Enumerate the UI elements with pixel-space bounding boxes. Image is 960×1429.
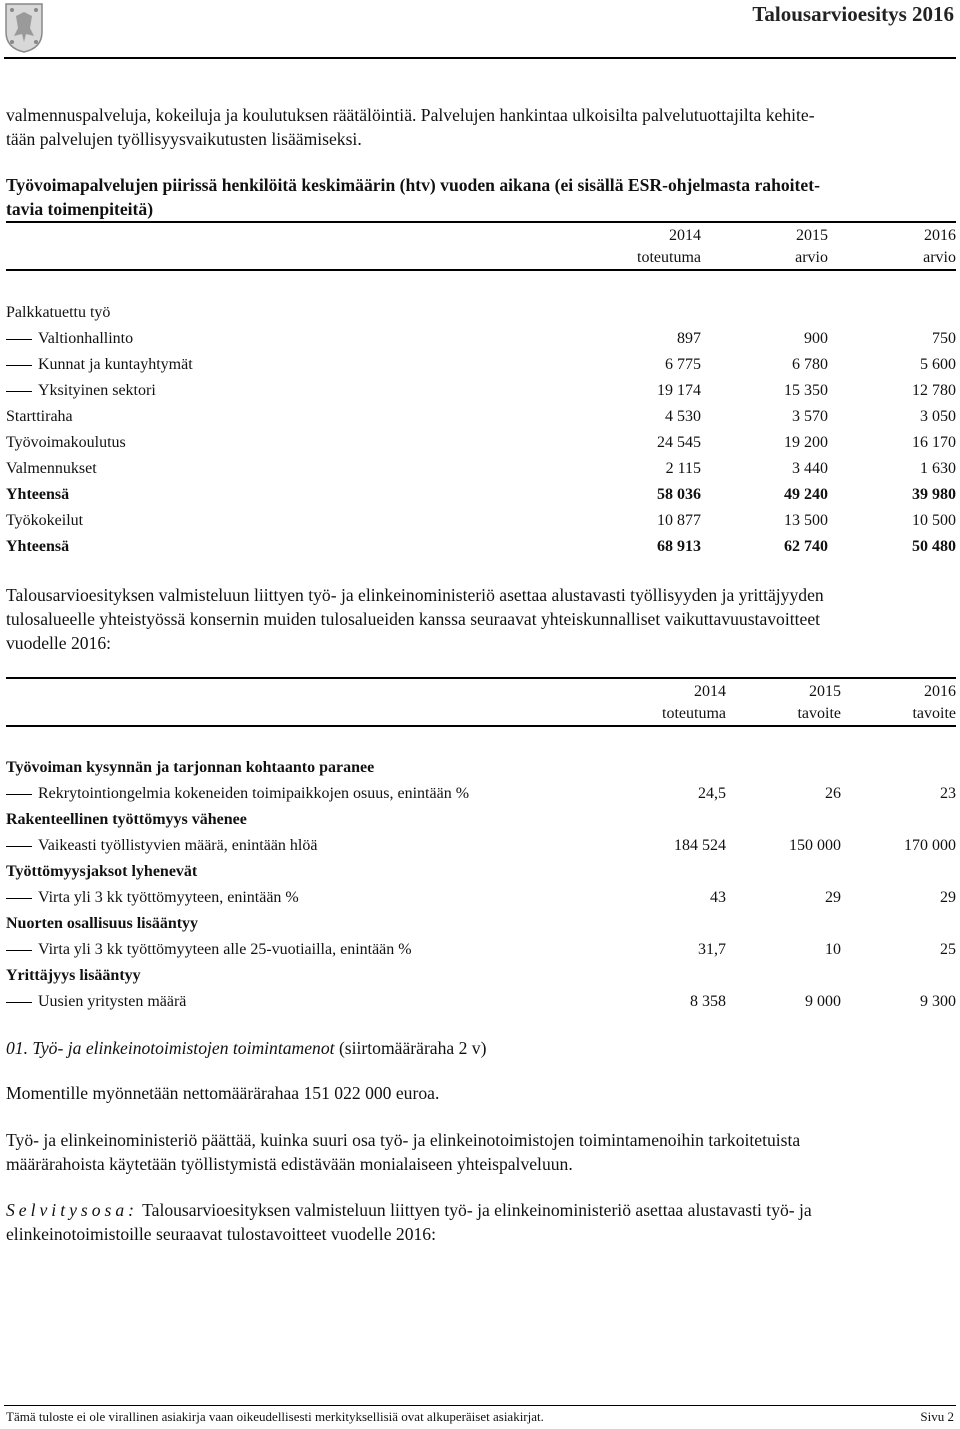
table1-column-headers: [6, 223, 956, 269]
row-label: [6, 911, 616, 937]
table2-col-2014: [662, 681, 726, 725]
table1-heading-line-1: Työvoimapalvelujen piirissä henkilöitä keskimäärin (htv) vuoden aikana (ei sisällä ESR-ohjelmasta rahoitet-: [6, 175, 820, 195]
row-label-text: Starttiraha: [6, 408, 73, 425]
row-label: [6, 807, 616, 833]
row-label-text: Yrittäjyys lisääntyy: [6, 967, 141, 984]
row-value: [841, 963, 956, 989]
row-value: 58 036: [657, 486, 701, 503]
table-row: [6, 404, 956, 430]
row-value: [841, 859, 956, 885]
table-row: [6, 430, 956, 456]
table-row: [6, 989, 956, 1015]
table-row: [6, 534, 956, 560]
row-value: 2 115: [665, 460, 701, 477]
row-value: [726, 859, 841, 885]
row-label-text: Valmennukset: [6, 460, 97, 477]
row-label: [6, 781, 616, 807]
row-label-text: Työttömyysjaksot lyhenevät: [6, 863, 198, 880]
table-row: [6, 378, 956, 404]
row-label-text: Valtionhallinto: [38, 330, 134, 347]
row-label: [6, 404, 571, 430]
row-value: 900: [804, 330, 828, 347]
table1-heading: [6, 173, 954, 221]
row-value: 62 740: [784, 538, 828, 555]
row-value: 39 980: [912, 486, 956, 503]
section-title-rest: (siirtomääräraha 2 v): [334, 1038, 487, 1058]
row-value: 3 570: [792, 408, 828, 425]
row-value: 6 780: [792, 356, 828, 373]
row-label-text: Yhteensä: [6, 486, 70, 503]
document-header-title: Talousarvioesitys 2016: [752, 2, 954, 26]
row-value: [616, 963, 726, 989]
row-value: 25: [940, 941, 956, 958]
col-label: toteutuma: [637, 249, 701, 266]
row-value: [841, 807, 956, 833]
row-value: 897: [677, 330, 701, 347]
row-label-text: Rakenteellinen työttömyys vähenee: [6, 811, 247, 828]
row-label: [6, 859, 616, 885]
table2-col-2016: [912, 681, 956, 725]
explanation-line-1-text: Talousarvioesityksen valmisteluun liittyen työ- ja elinkeinoministeriö asettaa alustavasti työ- ja: [138, 1200, 812, 1220]
col-label: toteutuma: [662, 705, 726, 722]
row-value: 26: [825, 785, 841, 802]
table-row: [6, 456, 956, 482]
row-label: [6, 300, 571, 326]
row-value: [616, 911, 726, 937]
row-value: 9 000: [805, 993, 841, 1010]
table-row: [6, 911, 956, 937]
table-row: [6, 326, 956, 352]
row-value: [616, 755, 726, 781]
col-year: 2014: [669, 227, 701, 244]
row-value: 49 240: [784, 486, 828, 503]
row-value: 10: [825, 941, 841, 958]
row-label: [6, 989, 616, 1015]
table1-col-2015: [795, 225, 828, 269]
col-label: tavoite: [912, 705, 956, 722]
dash-bullet: [6, 898, 32, 899]
col-year: 2015: [796, 227, 828, 244]
table2-header: [6, 677, 956, 727]
dash-bullet: [6, 950, 32, 951]
table-row: [6, 755, 956, 781]
row-label: [6, 833, 616, 859]
dash-bullet: [6, 339, 32, 340]
table2-body: [6, 755, 956, 1015]
row-label-text: Vaikeasti työllistyvien määrä, enintään hlöä: [38, 837, 318, 854]
row-value: [841, 755, 956, 781]
row-label-text: Nuorten osallisuus lisääntyy: [6, 915, 199, 932]
intro-line-1: valmennuspalveluja, kokeiluja ja koulutuksen räätälöintiä. Palvelujen hankintaa ulkoisilta palvelutuottajilta kehite-: [6, 105, 815, 125]
row-value: 170 000: [904, 837, 956, 854]
table1-header: [6, 221, 956, 271]
table-row: [6, 352, 956, 378]
col-year: 2016: [924, 227, 956, 244]
row-label-text: Työvoiman kysynnän ja tarjonnan kohtaanto paranee: [6, 759, 375, 776]
row-value: [841, 911, 956, 937]
dash-bullet: [6, 794, 32, 795]
row-value: 23: [940, 785, 956, 802]
row-label: [6, 352, 571, 378]
dash-bullet: [6, 391, 32, 392]
table-row: [6, 963, 956, 989]
row-value: 19 200: [784, 434, 828, 451]
row-label: [6, 963, 616, 989]
row-label: [6, 534, 571, 560]
table2-col-2015: [797, 681, 841, 725]
row-value: 184 524: [674, 837, 726, 854]
row-label-text: Palkkatuettu työ: [6, 304, 111, 321]
middle-line-2: tulosalueelle yhteistyössä konsernin muiden tulosalueiden kanssa seuraavat yhteiskunnalliset vaikuttavuustavoitteet: [6, 609, 821, 629]
row-label: [6, 456, 571, 482]
intro-line-2: tään palvelujen työllisyysvaikutusten lisäämiseksi.: [6, 129, 362, 149]
col-label: arvio: [795, 249, 828, 266]
row-value: 4 530: [665, 408, 701, 425]
table-row: [6, 807, 956, 833]
table1-body: [6, 300, 956, 560]
table-row: [6, 885, 956, 911]
row-value: 29: [940, 889, 956, 906]
row-value: [616, 807, 726, 833]
middle-paragraph: [6, 583, 954, 655]
row-value: 9 300: [920, 993, 956, 1010]
row-value: [726, 755, 841, 781]
row-value: [571, 300, 701, 326]
row-label: [6, 430, 571, 456]
footer-divider: [4, 1405, 956, 1406]
explanation-line-2: elinkeinotoimistoille seuraavat tulostavoitteet vuodelle 2016:: [6, 1224, 436, 1244]
explanation-line-1: [6, 1198, 954, 1222]
row-value: [726, 963, 841, 989]
table1-heading-line-2: tavia toimenpiteitä): [6, 199, 154, 219]
table2-header-rule: [6, 725, 956, 727]
row-label: [6, 885, 616, 911]
row-label: [6, 482, 571, 508]
decision-line-2: määrärahoista käytetään työllistymistä edistävään monialaiseen yhteispalveluun.: [6, 1154, 573, 1174]
col-year: 2016: [924, 683, 956, 700]
table-row: [6, 508, 956, 534]
row-label-text: Uusien yritysten määrä: [38, 993, 187, 1010]
row-value: 150 000: [789, 837, 841, 854]
appropriation-paragraph: Momentille myönnetään nettomäärärahaa 151 022 000 euroa.: [6, 1083, 440, 1103]
row-value: 15 350: [784, 382, 828, 399]
table-row: [6, 859, 956, 885]
row-value: 5 600: [920, 356, 956, 373]
table-row: [6, 833, 956, 859]
row-label-text: Virta yli 3 kk työttömyyteen alle 25-vuotiailla, enintään %: [38, 941, 412, 958]
row-label: [6, 755, 616, 781]
table-row: [6, 482, 956, 508]
footer-disclaimer: Tämä tuloste ei ole virallinen asiakirja vaan oikeudellisesti merkityksellisiä ovat alkuperäiset asiakirjat.: [6, 1409, 544, 1424]
row-value: 50 480: [912, 538, 956, 555]
row-value: [726, 807, 841, 833]
row-label: [6, 508, 571, 534]
row-value: [828, 300, 956, 326]
table-row: [6, 937, 956, 963]
row-label-text: Työvoimakoulutus: [6, 434, 126, 451]
col-year: 2015: [809, 683, 841, 700]
col-label: tavoite: [797, 705, 841, 722]
row-value: 19 174: [657, 382, 701, 399]
row-label-text: Rekrytointiongelmia kokeneiden toimipaikkojen osuus, enintään %: [38, 785, 470, 802]
row-value: 3 050: [920, 408, 956, 425]
row-value: 10 500: [912, 512, 956, 529]
section-title-italic: 01. Työ- ja elinkeinotoimistojen toimintamenot: [6, 1038, 335, 1058]
table-row: [6, 781, 956, 807]
coat-of-arms-icon: [4, 2, 44, 54]
row-label-text: Yksityinen sektori: [38, 382, 156, 399]
row-label: [6, 378, 571, 404]
row-value: 1 630: [920, 460, 956, 477]
row-value: 13 500: [784, 512, 828, 529]
page-number: Sivu 2: [920, 1409, 954, 1424]
row-label-text: Kunnat ja kuntayhtymät: [38, 356, 193, 373]
row-value: 10 877: [657, 512, 701, 529]
dash-bullet: [6, 846, 32, 847]
row-value: 24 545: [657, 434, 701, 451]
decision-paragraph: [6, 1128, 954, 1176]
row-value: 6 775: [665, 356, 701, 373]
header-divider: [4, 57, 956, 59]
row-value: [616, 859, 726, 885]
table-row: [6, 300, 956, 326]
intro-paragraph: [6, 103, 954, 151]
row-value: 8 358: [690, 993, 726, 1010]
row-value: 3 440: [792, 460, 828, 477]
row-label: [6, 326, 571, 352]
table1-col-2014: [637, 225, 701, 269]
table1-header-rule: [6, 269, 956, 271]
decision-line-1: Työ- ja elinkeinoministeriö päättää, kuinka suuri osa työ- ja elinkeinotoimistojen toimintamenoihin tarkoitetuista: [6, 1130, 801, 1150]
explanation-paragraph: [6, 1198, 954, 1246]
dash-bullet: [6, 365, 32, 366]
row-value: [701, 300, 828, 326]
row-value: [726, 911, 841, 937]
row-label: [6, 937, 616, 963]
row-value: 29: [825, 889, 841, 906]
middle-line-1: Talousarvioesityksen valmisteluun liittyen työ- ja elinkeinoministeriö asettaa alustavasti työllisyyden ja yrittäjyyden: [6, 585, 824, 605]
table1-col-2016: [923, 225, 956, 269]
col-year: 2014: [694, 683, 726, 700]
row-label-text: Virta yli 3 kk työttömyyteen, enintään %: [38, 889, 299, 906]
row-value: 68 913: [657, 538, 701, 555]
section-title: [6, 1036, 954, 1060]
row-value: 24,5: [698, 785, 726, 802]
table2-column-headers: [6, 679, 956, 725]
row-label-text: Työkokeilut: [6, 512, 84, 529]
row-value: 43: [710, 889, 726, 906]
row-value: 16 170: [912, 434, 956, 451]
row-value: 31,7: [698, 941, 726, 958]
dash-bullet: [6, 1002, 32, 1003]
row-label-text: Yhteensä: [6, 538, 70, 555]
middle-line-3: vuodelle 2016:: [6, 633, 112, 653]
row-value: 750: [932, 330, 956, 347]
selvitysosa-label: Selvitysosa:: [6, 1200, 139, 1220]
col-label: arvio: [923, 249, 956, 266]
row-value: 12 780: [912, 382, 956, 399]
